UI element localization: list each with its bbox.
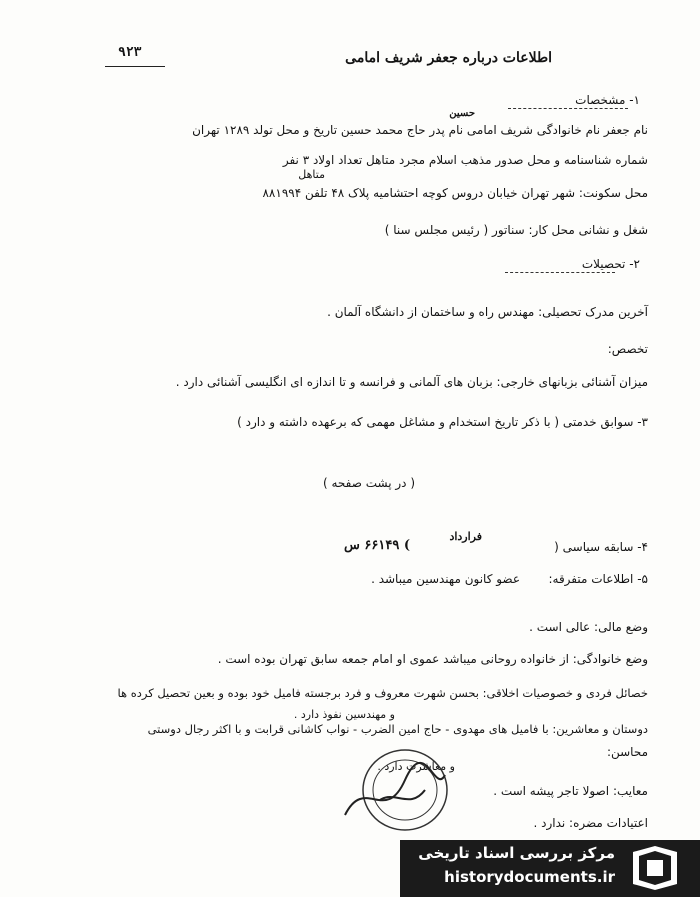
doc-number-underline	[105, 66, 165, 67]
virtues-line: محاسن:	[606, 745, 648, 759]
financial-status: وضع مالی: عالی است .	[529, 620, 648, 634]
father-name-annotation: حسین	[449, 108, 475, 119]
service-history-line: ۳- سوابق خدمتی ( با ذکر تاریخ استخدام و مشاغل مهمی که برعهده داشته و دارد )	[237, 415, 648, 429]
languages-line: میزان آشنائی بزبانهای خارجی: بزبان های آلمانی و فرانسه و تا اندازه ای انگلیسی آشنائی دارد .	[175, 375, 648, 389]
political-history-label: ۴- سابقه سیاسی (	[554, 540, 648, 554]
harmful-habits-line: اعتیادات مضره: ندارد .	[533, 816, 648, 830]
vices-line: معایب: اصولا تاجر پیشه است .	[493, 784, 648, 798]
friends-line: دوستان و معاشرین: با فامیل های مهدوی - حاج امین الضرب - نواب کاشانی قرابت و با اکثر رجال دوستی	[147, 722, 648, 736]
education-line: آخرین مدرک تحصیلی: مهندس راه و ساختمان از دانشگاه آلمان .	[327, 305, 648, 319]
marital-sub: متاهل	[298, 168, 325, 181]
religion-line: شماره شناسنامه و محل صدور مذهب اسلام مجرد متاهل تعداد اولاد ۳ نفر	[282, 153, 648, 167]
personal-traits: خصائل فردی و خصوصیات اخلاقی: بحسن شهرت معروف و فرد برجسته فامیل خود بوده و بعین تحصیل کرده ها	[117, 686, 648, 700]
doc-number: ۹۲۳	[118, 45, 142, 60]
name-line: نام جعفر نام خانوادگی شریف امامی نام پدر حاج محمد حسین تاریخ و محل تولد ۱۲۸۹ تهران	[192, 123, 648, 137]
section1-heading: ۱- مشخصات	[575, 93, 640, 107]
misc-info-label: ۵- اطلاعات متفرقه:	[548, 572, 648, 586]
friends-cont: و معاشرت دارد .	[377, 760, 455, 773]
misc-info-text: عضو کانون مهندسین میباشد .	[371, 572, 520, 586]
political-history-handwritten: فرارداد	[449, 530, 482, 543]
family-status: وضع خانوادگی: از خانواده روحانی میباشد عموی او امام جمعه سابق تهران بوده است .	[217, 652, 648, 666]
section1-heading-line	[508, 108, 628, 109]
section2-heading: ۲- تحصیلات	[581, 257, 640, 271]
watermark-title: مرکز بررسی اسناد تاریخی	[418, 844, 615, 862]
watermark-url: historydocuments.ir	[444, 868, 615, 886]
doc-title: اطلاعات درباره جعفر شریف امامی	[345, 50, 552, 66]
political-history-ref: ) ۶۶۱۴۹ س	[343, 538, 410, 553]
back-page-note: ( در پشت صفحه )	[322, 476, 415, 490]
occupation-line: شغل و نشانی محل کار: سناتور ( رئیس مجلس سنا )	[384, 223, 648, 237]
section2-heading-line	[505, 272, 615, 273]
stamp-icon	[325, 745, 455, 835]
address-line: محل سکونت: شهر تهران خیابان دروس کوچه احتشامیه پلاک ۴۸ تلفن ۸۸۱۹۹۴	[262, 186, 648, 200]
personal-traits-cont: و مهندسین نفوذ دارد .	[293, 708, 395, 721]
watermark-logo-icon	[625, 842, 685, 894]
specialty-line: تخصص:	[607, 342, 648, 356]
